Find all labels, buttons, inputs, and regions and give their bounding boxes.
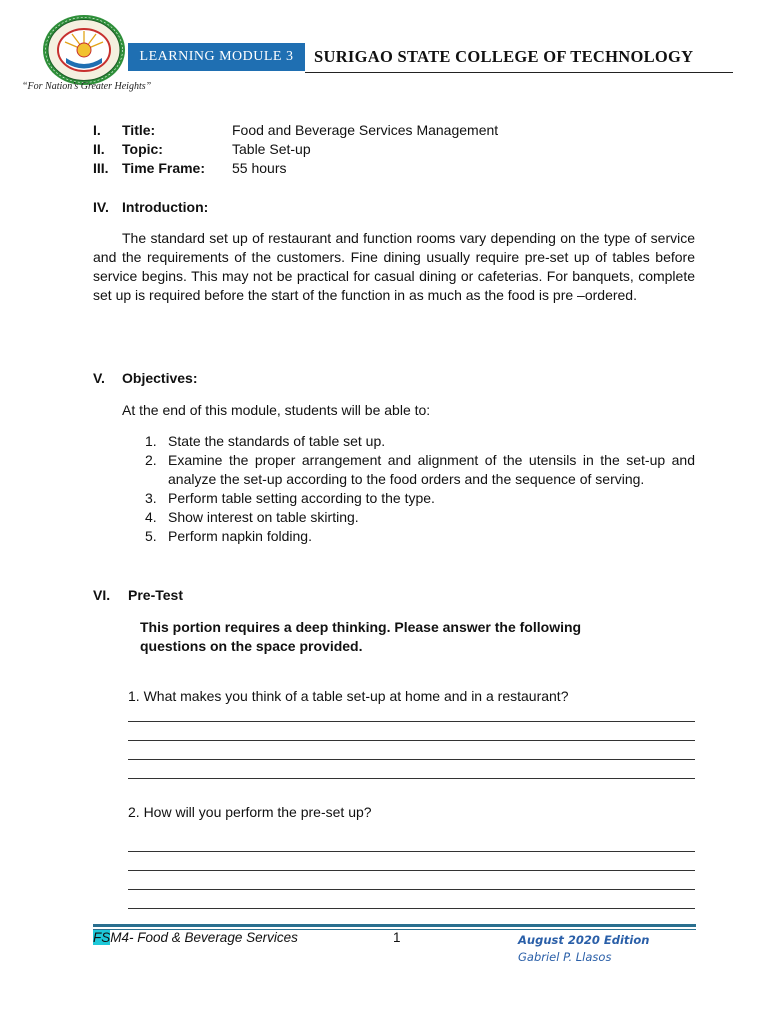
course-code-highlight: FS bbox=[93, 930, 111, 945]
list-item bbox=[145, 527, 695, 546]
title-value: Food and Beverage Services Management bbox=[232, 122, 499, 138]
college-motto: “For Nation’s Greater Heights” bbox=[22, 81, 152, 92]
item-text: Perform table setting according to the type. bbox=[168, 490, 435, 506]
item-text: Show interest on table skirting. bbox=[168, 509, 359, 525]
section-number: V. bbox=[93, 370, 105, 386]
answer-line[interactable] bbox=[128, 870, 695, 872]
instruction-line: questions on the space provided. bbox=[140, 638, 363, 654]
list-item bbox=[145, 489, 695, 508]
section-number: I. bbox=[93, 122, 101, 138]
footer-divider bbox=[93, 924, 696, 927]
answer-line[interactable] bbox=[128, 889, 695, 891]
item-text: Examine the proper arrangement and alignment of the utensils in the set-up and analyze the set-up according to the food orders and the sequence of serving. bbox=[168, 452, 695, 487]
objectives-list bbox=[145, 432, 695, 546]
question-2: 2. How will you perform the pre-set up? bbox=[128, 804, 372, 820]
introduction-text: The standard set up of restaurant and function rooms vary depending on the type of service and the requirements of the customers. Fine dining usually require pre-set up of tables before service begins. This may not be practical for casual dining or cafeterias. For banquets, complete set up is required before the start of the function in as much as the food is pre –ordered. bbox=[93, 230, 695, 303]
author-name: Gabriel P. Llasos bbox=[518, 950, 612, 964]
instruction-line: This portion requires a deep thinking. Please answer the following bbox=[140, 619, 582, 635]
college-name: SURIGAO STATE COLLEGE OF TECHNOLOGY bbox=[314, 47, 694, 66]
list-item bbox=[145, 508, 695, 527]
item-number: 1. bbox=[145, 433, 157, 449]
module-label: LEARNING MODULE 3 bbox=[128, 43, 305, 71]
item-number: 4. bbox=[145, 509, 157, 525]
section-number: III. bbox=[93, 160, 109, 176]
college-seal-icon bbox=[42, 14, 126, 86]
topic-label: Topic: bbox=[122, 141, 163, 157]
item-text: State the standards of table set up. bbox=[168, 433, 386, 449]
section-heading: Pre-Test bbox=[128, 587, 183, 603]
objectives-lead: At the end of this module, students will be able to: bbox=[122, 402, 431, 418]
footer-course bbox=[93, 930, 298, 945]
section-heading: Introduction: bbox=[122, 199, 209, 215]
item-number: 3. bbox=[145, 490, 157, 506]
pretest-heading bbox=[93, 587, 183, 603]
pretest-instruction bbox=[140, 618, 581, 656]
question-1: 1. What makes you think of a table set-up at home and in a restaurant? bbox=[128, 688, 569, 704]
module-info bbox=[93, 121, 703, 181]
list-item bbox=[145, 451, 695, 489]
page-number: 1 bbox=[393, 930, 401, 945]
title-label: Title: bbox=[122, 122, 156, 138]
item-number: 5. bbox=[145, 528, 157, 544]
introduction-heading bbox=[93, 199, 208, 215]
answer-line[interactable] bbox=[128, 851, 695, 853]
topic-value: Table Set-up bbox=[232, 141, 311, 157]
time-frame-value: 55 hours bbox=[232, 160, 287, 176]
edition-label: August 2020 Edition bbox=[518, 933, 650, 947]
section-number: VI. bbox=[93, 587, 111, 603]
time-frame-row bbox=[93, 159, 286, 178]
section-number: II. bbox=[93, 141, 105, 157]
course-title: M4- Food & Beverage Services bbox=[110, 930, 298, 945]
answer-line[interactable] bbox=[128, 908, 695, 910]
answer-line[interactable] bbox=[128, 740, 695, 742]
answer-line[interactable] bbox=[128, 759, 695, 761]
time-frame-label: Time Frame: bbox=[122, 160, 205, 176]
section-number: IV. bbox=[93, 199, 109, 215]
answer-line[interactable] bbox=[128, 778, 695, 780]
objectives-heading bbox=[93, 370, 197, 386]
header-divider bbox=[305, 72, 733, 73]
section-heading: Objectives: bbox=[122, 370, 198, 386]
answer-line[interactable] bbox=[128, 721, 695, 723]
list-item bbox=[145, 432, 695, 451]
title-row bbox=[93, 121, 498, 140]
item-number: 2. bbox=[145, 452, 157, 468]
topic-row bbox=[93, 140, 311, 159]
item-text: Perform napkin folding. bbox=[168, 528, 312, 544]
